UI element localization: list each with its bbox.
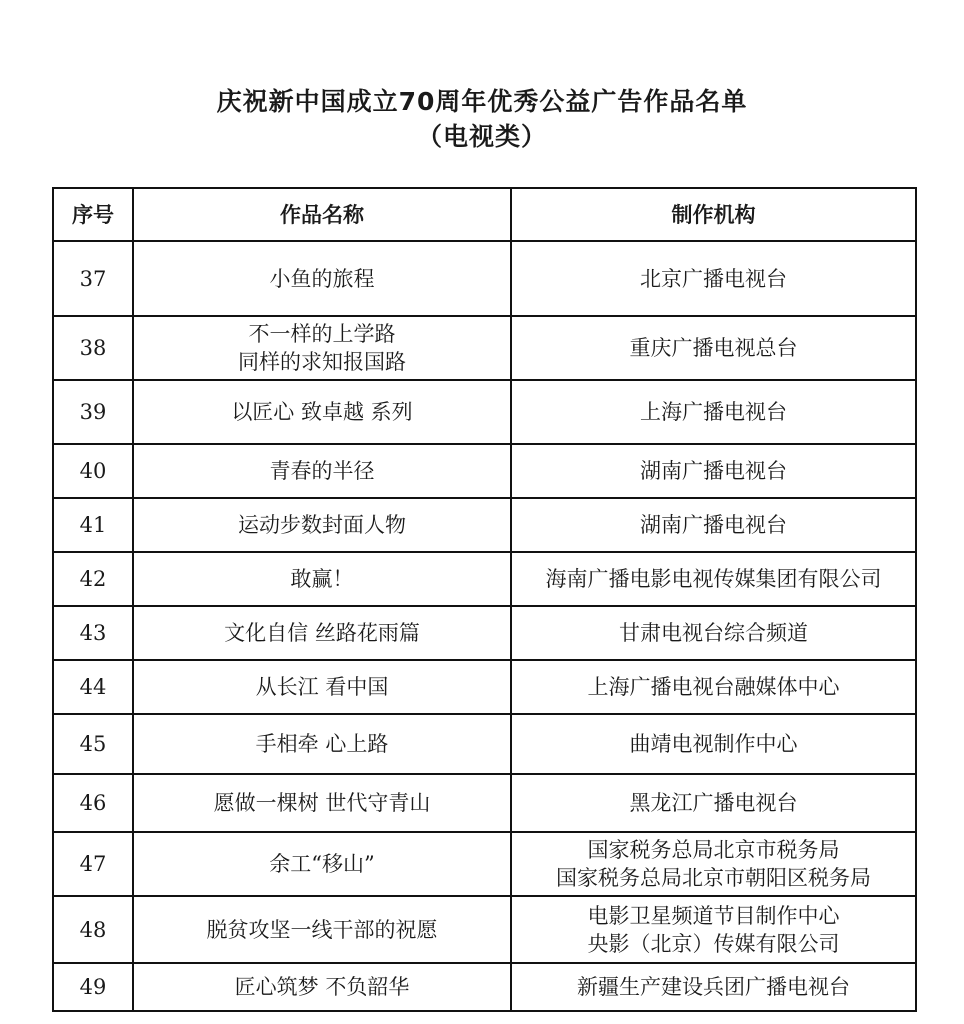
work-name-cell [133, 660, 511, 714]
work-name-cell [133, 896, 511, 963]
work-name-cell [133, 832, 511, 896]
table-row [53, 552, 916, 606]
works-table [52, 187, 917, 1012]
producer-cell [511, 552, 916, 606]
producer-cell [511, 896, 916, 963]
table-body [53, 241, 916, 1011]
document-title: 庆祝新中国成立70周年优秀公益广告作品名单 [216, 87, 748, 116]
work-name-cell [133, 963, 511, 1011]
producer-name: 重庆广播电视总台 [629, 336, 798, 360]
producer-cell [511, 660, 916, 714]
producer-cell [511, 380, 916, 444]
work-name: 从长江 看中国 [255, 675, 389, 699]
row-number: 42 [53, 552, 133, 606]
producer-cell [511, 714, 916, 774]
row-number: 39 [53, 380, 133, 444]
work-name-cell [133, 444, 511, 498]
row-number: 41 [53, 498, 133, 552]
work-name: 运动步数封面人物 [238, 513, 406, 537]
producer-name: 北京广播电视台 [640, 266, 787, 291]
producer-cell [511, 606, 916, 660]
work-name-cell [133, 552, 511, 606]
row-number: 40 [53, 444, 133, 498]
producer-name: 湖南广播电视台 [640, 513, 787, 537]
producer-name: 新疆生产建设兵团广播电视台 [577, 975, 850, 999]
work-name: 手相牵 心上路 [255, 732, 389, 756]
table-row [53, 832, 916, 896]
work-name: 敢赢！ [290, 567, 354, 591]
row-number: 47 [53, 832, 133, 896]
column-header-number: 序号 [53, 188, 133, 241]
row-number: 49 [53, 963, 133, 1011]
producer-name: 上海广播电视台 [640, 400, 787, 424]
work-name-cell [133, 316, 511, 380]
table-row [53, 606, 916, 660]
producer-name: 湖南广播电视台 [640, 459, 787, 483]
producer-name: 甘肃电视台综合频道 [619, 621, 808, 645]
work-name: 小鱼的旅程 [269, 266, 375, 291]
table-row [53, 380, 916, 444]
column-header-producer: 制作机构 [511, 188, 916, 241]
document-subtitle: （电视类） [416, 122, 547, 151]
producer-name: 国家税务总局北京市税务局 [587, 838, 840, 862]
producer-cell [511, 498, 916, 552]
producer-name: 上海广播电视台融媒体中心 [587, 675, 840, 699]
producer-name: 曲靖电视制作中心 [629, 732, 798, 756]
row-number: 46 [53, 774, 133, 832]
work-name: 不一样的上学路 [248, 322, 396, 346]
table-row [53, 896, 916, 963]
table-row [53, 774, 916, 832]
table-row [53, 444, 916, 498]
producer-name: 电影卫星频道节目制作中心 [587, 903, 840, 928]
work-name: 以匠心 致卓越 系列 [231, 400, 413, 424]
work-name: 青春的半径 [269, 459, 375, 483]
work-name-cell [133, 498, 511, 552]
table-row [53, 963, 916, 1011]
table-row [53, 241, 916, 316]
table-row [53, 714, 916, 774]
producer-name: 海南广播电影电视传媒集团有限公司 [545, 567, 882, 591]
row-number: 38 [53, 316, 133, 380]
work-name-cell [133, 714, 511, 774]
producer-cell [511, 444, 916, 498]
work-name: 匠心筑梦 不负韶华 [234, 975, 410, 999]
row-number: 43 [53, 606, 133, 660]
row-number: 37 [53, 241, 133, 316]
producer-cell [511, 241, 916, 316]
producer-cell [511, 832, 916, 896]
producer-name: 国家税务总局北京市朝阳区税务局 [556, 866, 871, 890]
table-header-row [53, 188, 916, 241]
work-name-cell [133, 241, 511, 316]
producer-cell [511, 774, 916, 832]
work-name: 同样的求知报国路 [238, 350, 406, 374]
row-number: 48 [53, 896, 133, 963]
table-row [53, 316, 916, 380]
work-name-cell [133, 774, 511, 832]
work-name: 脱贫攻坚一线干部的祝愿 [206, 917, 438, 942]
work-name-cell [133, 380, 511, 444]
producer-name: 黑龙江广播电视台 [629, 791, 798, 815]
table-row [53, 498, 916, 552]
column-header-work-name: 作品名称 [133, 188, 511, 241]
producer-cell [511, 316, 916, 380]
row-number: 45 [53, 714, 133, 774]
work-name: 文化自信 丝路花雨篇 [224, 621, 420, 645]
row-number: 44 [53, 660, 133, 714]
work-name: 愿做一棵树 世代守青山 [213, 791, 431, 815]
work-name-cell [133, 606, 511, 660]
producer-name: 央影（北京）传媒有限公司 [587, 931, 840, 956]
table-row [53, 660, 916, 714]
producer-cell [511, 963, 916, 1011]
work-name: 余工“移山” [269, 852, 375, 876]
